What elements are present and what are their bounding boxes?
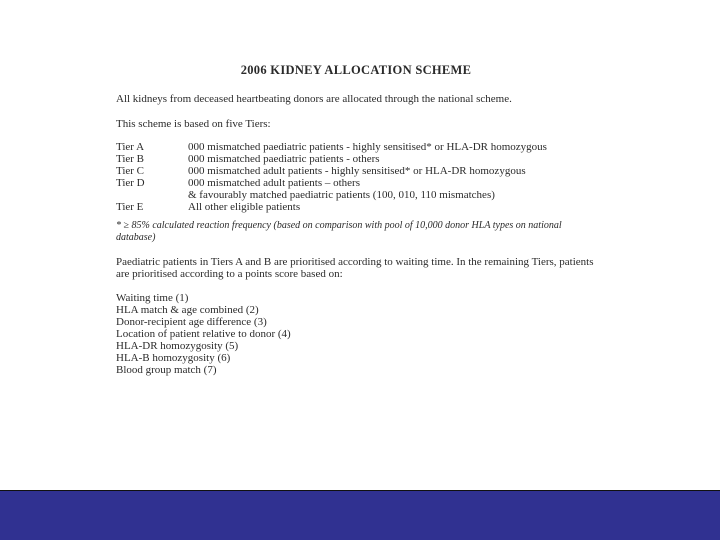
list-item: Waiting time (1) <box>116 292 189 304</box>
intro-paragraph: All kidneys from deceased heartbeating donors are allocated through the national scheme. <box>116 93 512 105</box>
tier-label: Tier A <box>116 141 145 153</box>
list-item: Blood group match (7) <box>116 364 217 376</box>
priority-paragraph: Paediatric patients in Tiers A and B are prioritised according to waiting time. In the remaining Tiers, patients are prioritised according to a points score based on: <box>116 256 594 280</box>
tier-row <box>116 201 596 213</box>
document-title: 2006 KIDNEY ALLOCATION SCHEME <box>240 63 472 77</box>
tier-label: Tier D <box>116 177 145 189</box>
tier-list <box>116 141 596 213</box>
tiers-intro: This scheme is based on five Tiers: <box>116 118 271 130</box>
tier-row <box>116 165 596 177</box>
footer-bar <box>0 490 720 540</box>
list-item: Donor-recipient age difference (3) <box>116 316 267 328</box>
tier-label <box>116 189 188 201</box>
tier-label: Tier B <box>116 153 145 165</box>
list-item: HLA-B homozygosity (6) <box>116 352 231 364</box>
tier-label: Tier E <box>116 201 144 213</box>
scanned-document <box>116 64 596 376</box>
list-item: HLA match & age combined (2) <box>116 304 259 316</box>
list-item: HLA-DR homozygosity (5) <box>116 340 239 352</box>
tier-description: 000 mismatched paediatric patients - others <box>188 153 380 165</box>
footnote-marker: * <box>116 220 124 231</box>
tier-row <box>116 141 596 153</box>
tier-description: All other eligible patients <box>188 201 301 213</box>
tier-row <box>116 153 596 165</box>
tier-label: Tier C <box>116 165 145 177</box>
tier-row <box>116 177 596 189</box>
tier-description: 000 mismatched paediatric patients - highly sensitised* or HLA-DR homozygous <box>188 141 547 153</box>
footnote-text: 85% calculated reaction frequency (based on comparison with pool of 10,000 donor HLA types on national database) <box>116 220 562 243</box>
tier-description: 000 mismatched adult patients - highly sensitised* or HLA-DR homozygous <box>188 165 526 177</box>
greater-equal-symbol: ≥ <box>123 220 129 231</box>
tier-row <box>116 189 596 201</box>
sensitisation-footnote <box>116 220 596 244</box>
list-item: Location of patient relative to donor (4) <box>116 328 291 340</box>
tier-description: 000 mismatched adult patients – others <box>188 177 360 189</box>
points-factor-list <box>116 292 596 376</box>
tier-description: & favourably matched paediatric patients (100, 010, 110 mismatches) <box>188 189 495 201</box>
